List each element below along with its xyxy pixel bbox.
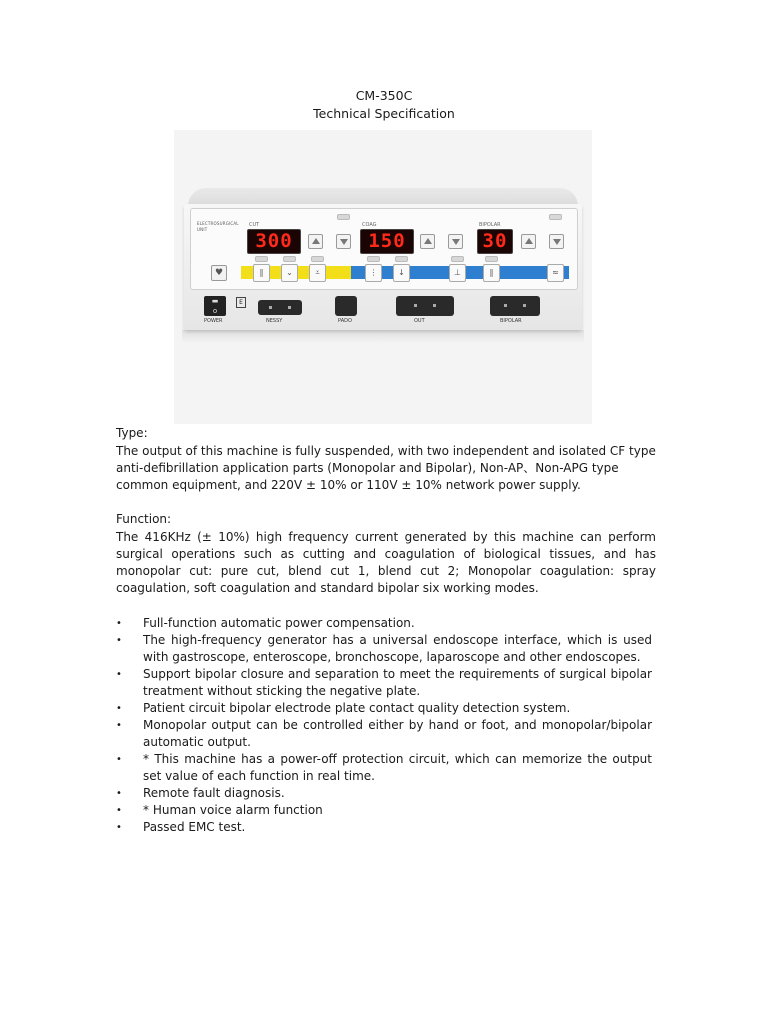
bipolar-display: 30 xyxy=(477,229,513,254)
list-item-text: Passed EMC test. xyxy=(143,820,246,834)
bipolar-label: BIPOLAR xyxy=(479,222,501,228)
list-item xyxy=(116,615,652,632)
coag-down-button xyxy=(448,234,463,249)
device-shadow xyxy=(182,330,584,344)
mode-led xyxy=(485,256,498,262)
pado-socket xyxy=(335,296,357,316)
standard-coag-button: ⊥ xyxy=(449,264,466,282)
power-switch: ▬ o xyxy=(204,296,226,316)
list-item xyxy=(116,785,652,802)
function-paragraph: The 416KHz (± 10%) high frequency current generated by this machine can perform surgical operations such as cutting and coagulation of biological tissues, and has monopolar cut: pure cut, blend cut 1, blend cut 2; Monopolar coagulation: spray coagulation, soft coagulation and standard bipolar six working modes. xyxy=(116,530,656,595)
bullet-icon: • xyxy=(116,805,122,816)
coag-label: COAG xyxy=(362,222,377,228)
device-body xyxy=(184,204,582,330)
mode-led xyxy=(255,256,268,262)
arrow-down-icon xyxy=(452,239,460,245)
list-item-text: Patient circuit bipolar electrode plate contact quality detection system. xyxy=(143,701,571,715)
control-panel xyxy=(190,208,578,290)
list-item-text: Support bipolar closure and separation to meet the requirements of surgical bipolar treatment without sticking the negative plate. xyxy=(143,667,652,698)
mode-led xyxy=(367,256,380,262)
arrow-up-icon xyxy=(312,238,320,244)
arrow-down-icon xyxy=(553,239,561,245)
list-item xyxy=(116,717,652,751)
monopolar-output-socket xyxy=(396,296,454,316)
list-item xyxy=(116,700,652,717)
bipolar-down-button xyxy=(549,234,564,249)
coag-indicator-led xyxy=(337,214,350,220)
list-item xyxy=(116,666,652,700)
list-item-text: Monopolar output can be controlled either by hand or foot, and monopolar/bipolar automatic output. xyxy=(143,718,652,749)
cut-down-button xyxy=(336,234,351,249)
nessy-socket xyxy=(258,300,302,315)
bullet-icon: • xyxy=(116,669,122,680)
mode-led xyxy=(395,256,408,262)
pado-label: PADO xyxy=(338,318,352,324)
bipolar-output-socket xyxy=(490,296,540,316)
nessy-label: NESSY xyxy=(266,318,283,324)
bipolar-indicator-led xyxy=(549,214,562,220)
document-title: CM-350C xyxy=(355,88,413,103)
list-item xyxy=(116,802,652,819)
brand-line-2: UNIT xyxy=(197,227,208,232)
bullet-icon: • xyxy=(116,618,122,629)
pure-cut-button: ∥ xyxy=(253,264,270,282)
bullet-icon: • xyxy=(116,635,122,646)
list-item-text: * Human voice alarm function xyxy=(143,803,323,817)
list-item-text: The high-frequency generator has a universal endoscope interface, which is used with gastroscope, enteroscope, bronchoscope, laparoscope and other endoscopes. xyxy=(143,633,652,664)
spray-coag-button: ⋮ xyxy=(365,264,382,282)
arrow-up-icon xyxy=(424,238,432,244)
list-item xyxy=(116,632,652,666)
list-item xyxy=(116,819,652,836)
device-photo xyxy=(174,130,592,424)
function-heading: Function: xyxy=(116,512,172,526)
e-label: E xyxy=(236,297,246,308)
list-item xyxy=(116,751,652,785)
power-label: POWER xyxy=(204,318,223,324)
bullet-icon: • xyxy=(116,754,122,765)
arrow-down-icon xyxy=(340,239,348,245)
soft-coag-button: ↓ xyxy=(393,264,410,282)
list-item-text: * This machine has a power-off protection circuit, which can memorize the output set value of each function in real time. xyxy=(143,752,652,783)
blend-cut-1-button: ⌄ xyxy=(281,264,298,282)
brand-label xyxy=(197,221,239,233)
document-subtitle: Technical Specification xyxy=(313,106,455,121)
bullet-icon: • xyxy=(116,720,122,731)
bullet-icon: • xyxy=(116,703,122,714)
bipolar-cut-button: ≈ xyxy=(547,264,564,282)
list-item-text: Full-function automatic power compensation. xyxy=(143,616,415,630)
brand-line-1: ELECTROSURGICAL xyxy=(197,221,239,226)
type-paragraph: The output of this machine is fully suspended, with two independent and isolated CF type anti-defibrillation application parts (Monopolar and Bipolar), Non-AP、Non-APG type common equipment, and 220V ± 10% or 110V ± 10% network power supply. xyxy=(116,444,656,492)
blend-cut-2-button: ⩡ xyxy=(309,264,326,282)
type-heading: Type: xyxy=(116,426,148,440)
bullet-icon: • xyxy=(116,822,122,833)
list-item-text: Remote fault diagnosis. xyxy=(143,786,285,800)
mode-led xyxy=(283,256,296,262)
mode-led xyxy=(451,256,464,262)
cut-up-button xyxy=(308,234,323,249)
bullet-icon: • xyxy=(116,788,122,799)
cut-label: CUT xyxy=(249,222,260,228)
bipolar-up-button xyxy=(521,234,536,249)
coag-up-button xyxy=(420,234,435,249)
mode-led xyxy=(311,256,324,262)
output-label: OUT xyxy=(414,318,425,324)
cut-display: 300 xyxy=(247,229,301,254)
bipolar-socket-label: BIPOLAR xyxy=(500,318,522,324)
feature-list xyxy=(116,615,652,836)
bipolar-mode-button: ∥ xyxy=(483,264,500,282)
arrow-up-icon xyxy=(525,238,533,244)
coag-display: 150 xyxy=(360,229,414,254)
heart-icon: ♥ xyxy=(211,265,227,281)
